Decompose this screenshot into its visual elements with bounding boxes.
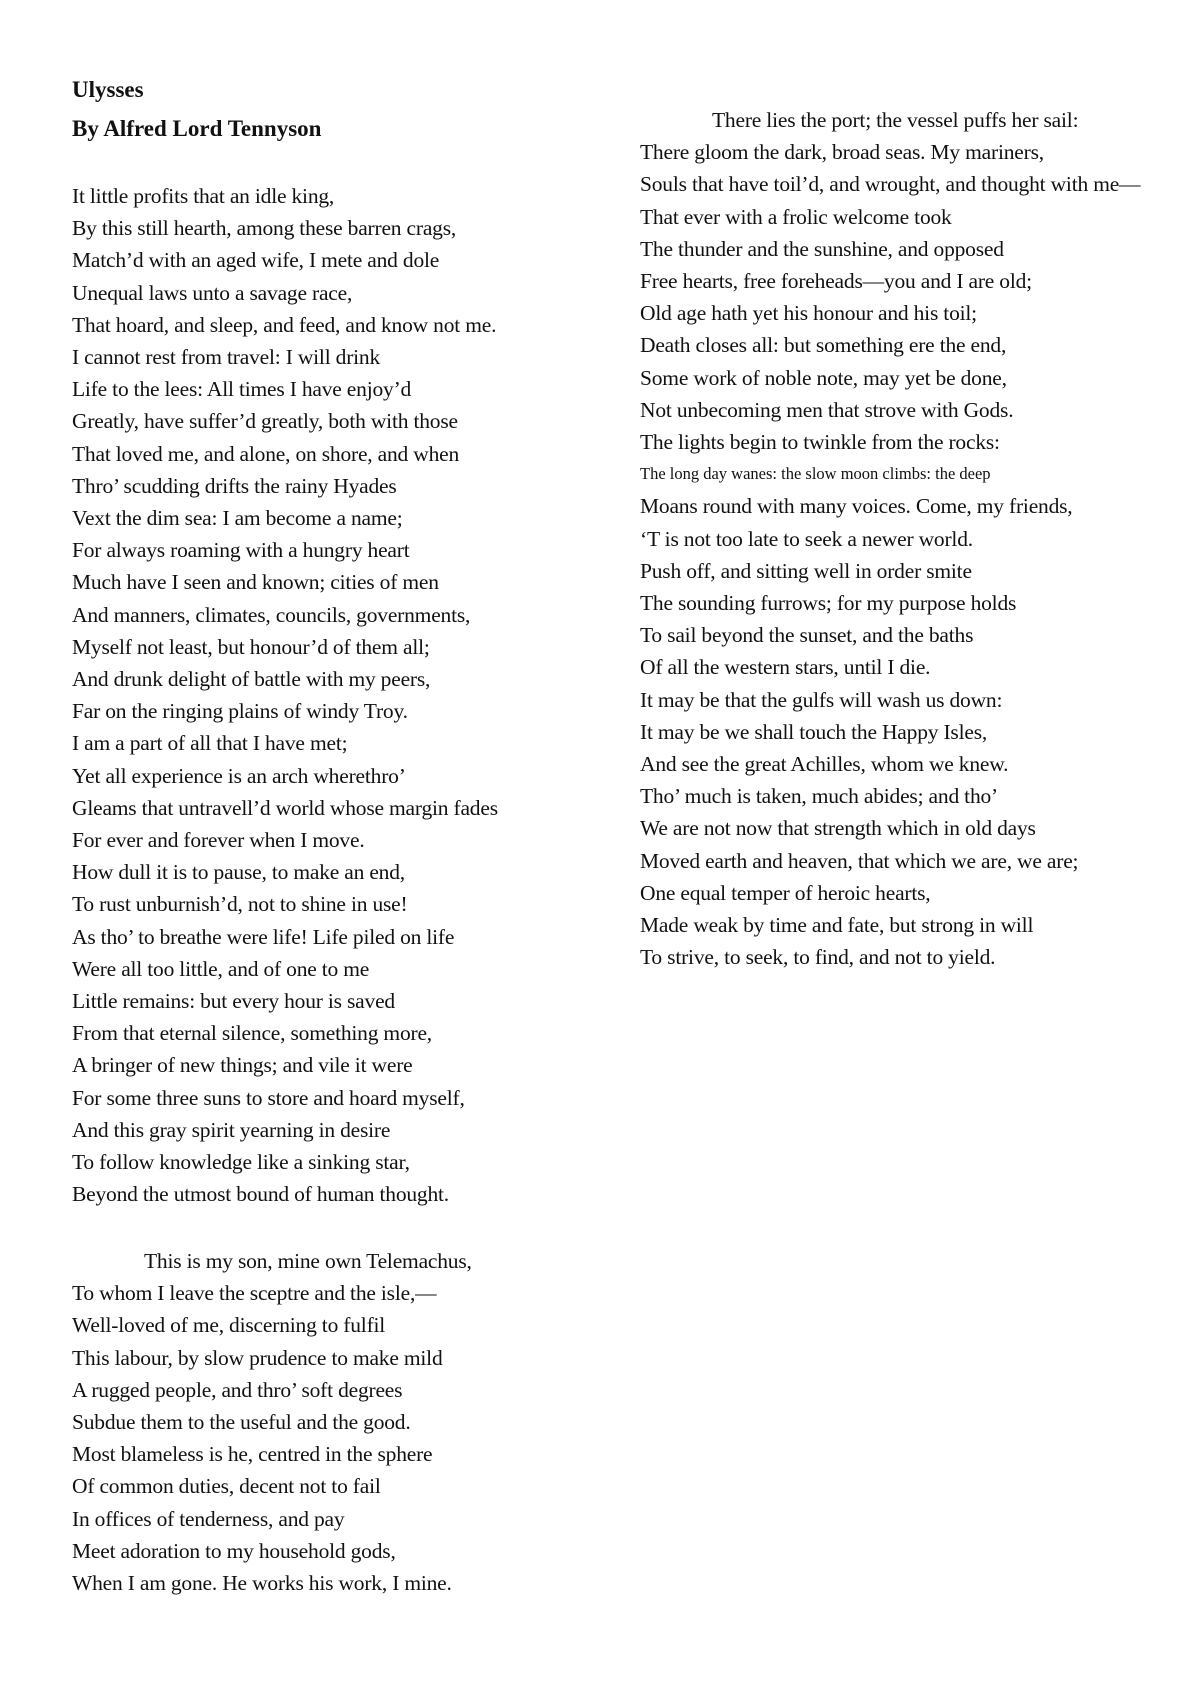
- poem-line: Free hearts, free foreheads—you and I are old;: [640, 269, 1032, 294]
- poem-line: That loved me, and alone, on shore, and when: [72, 441, 460, 466]
- poem-line: Myself not least, but honour’d of them all;: [72, 634, 430, 659]
- poem-line: A rugged people, and thro’ soft degrees: [72, 1377, 403, 1402]
- poem-title: Ulysses: [72, 77, 144, 102]
- poem-line: It may be that the gulfs will wash us down:: [640, 687, 1003, 712]
- poem-line: Some work of noble note, may yet be done,: [640, 365, 1007, 390]
- poem-line: Yet all experience is an arch wherethro’: [72, 763, 406, 788]
- poem-line: Match’d with an aged wife, I mete and dole: [72, 248, 440, 273]
- poem-line: That ever with a frolic welcome took: [640, 204, 952, 229]
- poem-line: This is my son, mine own Telemachus,: [144, 1249, 472, 1273]
- poem-line: There gloom the dark, broad seas. My mariners,: [640, 140, 1044, 165]
- poem-line: How dull it is to pause, to make an end,: [72, 860, 405, 885]
- poem-line: Subdue them to the useful and the good.: [72, 1410, 411, 1435]
- poem-line: Far on the ringing plains of windy Troy.: [72, 699, 408, 724]
- poem-line: Of all the western stars, until I die.: [640, 655, 931, 680]
- stanza-2: [72, 1245, 472, 1599]
- poem-line: Much have I seen and known; cities of men: [72, 570, 439, 595]
- poem-line: And drunk delight of battle with my peers,: [72, 667, 431, 692]
- poem-line: Most blameless is he, centred in the sphere: [72, 1442, 433, 1467]
- poem-line: Vext the dim sea: I am become a name;: [72, 506, 403, 531]
- poem-line: Not unbecoming men that strove with Gods.: [640, 397, 1014, 422]
- poem-line: Made weak by time and fate, but strong in will: [640, 913, 1034, 938]
- poem-line: Were all too little, and of one to me: [72, 956, 370, 981]
- poem-line: Death closes all: but something ere the end,: [640, 333, 1007, 358]
- poem-line: Moans round with many voices. Come, my friends,: [640, 494, 1073, 519]
- poem-line: A bringer of new things; and vile it were: [72, 1053, 413, 1078]
- poem-line: Push off, and sitting well in order smite: [640, 558, 972, 583]
- poem-line: It little profits that an idle king,: [72, 184, 335, 208]
- poem-line: One equal temper of heroic hearts,: [640, 880, 931, 905]
- poem-line: To sail beyond the sunset, and the baths: [640, 623, 974, 648]
- poem-line: Tho’ much is taken, much abides; and tho’: [640, 784, 999, 809]
- poem-line: For ever and forever when I move.: [72, 828, 365, 853]
- poem-line: Beyond the utmost bound of human thought.: [72, 1182, 449, 1207]
- poem-line: Meet adoration to my household gods,: [72, 1538, 396, 1563]
- poem-line: Of common duties, decent not to fail: [72, 1474, 381, 1499]
- poem-line: Moved earth and heaven, that which we are, we are;: [640, 848, 1079, 873]
- poem-line: It may be we shall touch the Happy Isles,: [640, 719, 988, 744]
- poem-line: There lies the port; the vessel puffs her sail:: [712, 108, 1079, 132]
- poem-line: To follow knowledge like a sinking star,: [72, 1150, 410, 1175]
- poem-line: The sounding furrows; for my purpose holds: [640, 591, 1017, 616]
- poem-line: Well-loved of me, discerning to fulfil: [72, 1313, 386, 1338]
- poem-line: In offices of tenderness, and pay: [72, 1506, 345, 1531]
- stanza-3: [640, 104, 1160, 973]
- poem-line: When I am gone. He works his work, I mine.: [72, 1571, 452, 1596]
- poem-line: Souls that have toil’d, and wrought, and thought with me—: [640, 172, 1141, 197]
- poem-line: The lights begin to twinkle from the rocks:: [640, 430, 1000, 455]
- poem-line: We are not now that strength which in old days: [640, 816, 1036, 841]
- poem-line: Life to the lees: All times I have enjoy’d: [72, 377, 412, 402]
- poem-line: Old age hath yet his honour and his toil;: [640, 301, 977, 326]
- poem-line: This labour, by slow prudence to make mild: [72, 1345, 443, 1370]
- poem-line: By this still hearth, among these barren crags,: [72, 216, 457, 241]
- poem-line: Little remains: but every hour is saved: [72, 989, 395, 1014]
- poem-line: Gleams that untravell’d world whose margin fades: [72, 795, 498, 820]
- poem-line: From that eternal silence, something more,: [72, 1021, 432, 1046]
- poem-line: The long day wanes: the slow moon climbs: the deep: [640, 464, 991, 484]
- poem-line: I cannot rest from travel: I will drink: [72, 345, 381, 370]
- poem-line: For always roaming with a hungry heart: [72, 538, 410, 563]
- poem-line: As tho’ to breathe were life! Life piled on life: [72, 924, 455, 949]
- poem-line: The thunder and the sunshine, and opposed: [640, 236, 1004, 261]
- poem-line: Greatly, have suffer’d greatly, both with those: [72, 409, 458, 434]
- poem-line: To whom I leave the sceptre and the isle,—: [72, 1281, 437, 1306]
- poem-line: ‘T is not too late to seek a newer world.: [640, 526, 973, 551]
- poem-line: That hoard, and sleep, and feed, and know not me.: [72, 312, 497, 337]
- poem-line: And manners, climates, councils, governments,: [72, 602, 471, 627]
- poem-line: To strive, to seek, to find, and not to yield.: [640, 945, 996, 970]
- poem-line: I am a part of all that I have met;: [72, 731, 348, 756]
- poem-line: And this gray spirit yearning in desire: [72, 1117, 391, 1142]
- poem-author: By Alfred Lord Tennyson: [72, 116, 322, 141]
- stanza-1: [72, 180, 498, 1211]
- poem-line: Thro’ scudding drifts the rainy Hyades: [72, 473, 397, 498]
- poem-line: To rust unburnish’d, not to shine in use!: [72, 892, 408, 917]
- poem-line: And see the great Achilles, whom we knew.: [640, 752, 1009, 777]
- poem-line: Unequal laws unto a savage race,: [72, 280, 353, 305]
- poem-line: For some three suns to store and hoard myself,: [72, 1085, 465, 1110]
